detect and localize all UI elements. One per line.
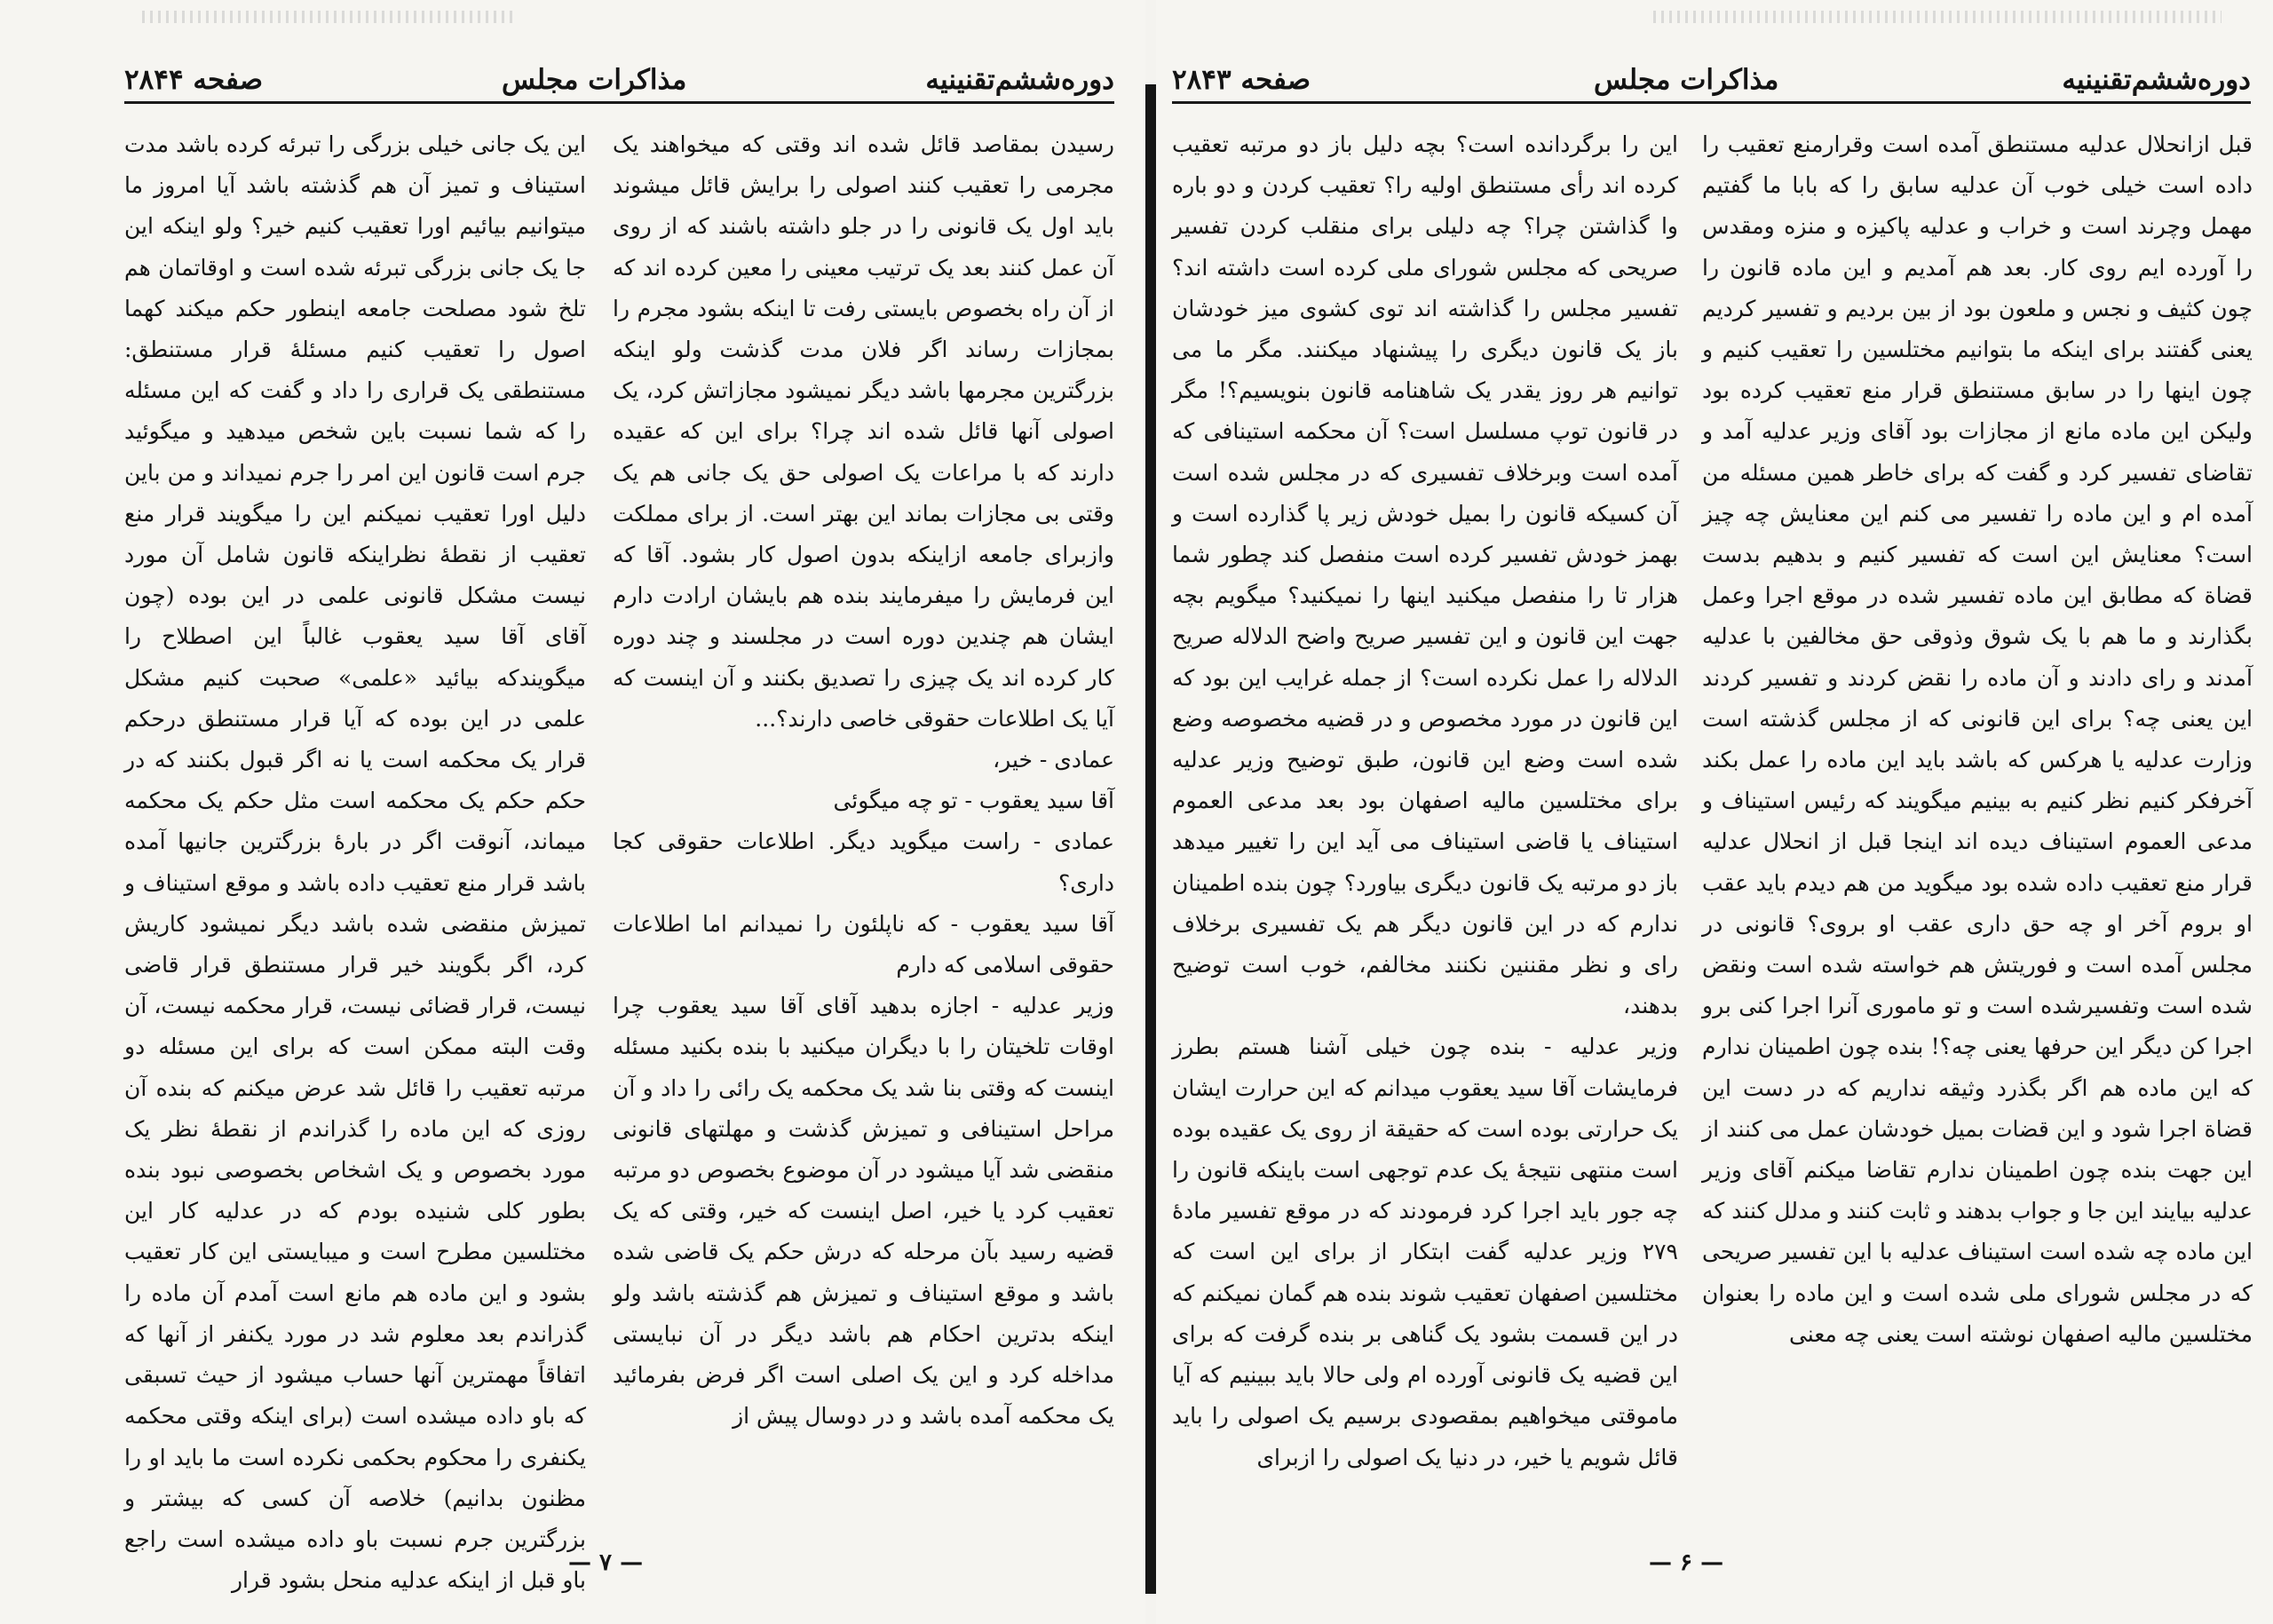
paragraph: این یک جانی خیلی بزرگی را تبرئه کرده باشد مدت استیناف و تمیز آن هم گذشته باشد آیا امروز ما میتوانیم بیائیم اورا تعقیب کنیم خیر؟ ولو اینکه این جا یک جانی بزرگی تبرئه شده است و اوقاتمان هم تلخ شود مصلحت جامعه اینطور حکم میکند کهما اصول را تعقیب کنیم مسئلهٔ قرار مستنطق: مستنطقی یک قراری را داد و گفت که این مسئله را که شما نسبت باین شخص میدهید و میگوئید جرم است قانون این امر را جرم نمیداند و من باین دلیل اورا تعقیب نمیکنم این را میگویند قرار منع تعقیب از نقطهٔ نظراینکه قانون شامل آن مورد نیست مشکل قانونی علمی در این بوده (چون آقای آقا سید یعقوب غالباً این اصطلاح را میگویندکه بیائید «علمی» صحبت کنیم مشکل علمی در این بوده که آیا قرار مستنطق درحکم قرار یک محکمه است یا نه اگر قبول بکنند که در حکم حکم یک محکمه است مثل حکم یک محکمه میماند، آنوقت اگر در بارهٔ بزرگترین جانیها آمده باشد قرار منع تعقیب داده باشد و موقع استیناف و تمیزش منقضی شده باشد دیگر نمیشود کاریش کرد، اگر بگویند خیر قرار مستنطق قرار قاضی نیست، قرار قضائی نیست، قرار محکمه نیست، آن وقت البته ممکن است که برای این مسئله دو مرتبه تعقیب را قائل شد عرض میکنم که بنده آن روزی که این ماده را گذراندم از نقطهٔ نظر یک مورد بخصوص و یک اشخاص بخصوصی نبود بنده بطور کلی شنیده بودم که در عدلیه کار این مختلسین مطرح است و میبایستی این کار تعقیب بشود و این ماده هم مانع است آمدم آن ماده را گذراندم بعد معلوم شد در مورد یکنفر از آنها که اتفاقاً مهمترین آنها حساب میشود از حیث تسبقی که باو داده میشده است (برای اینکه وقتی محکمه یکنفری را محکوم بحکمی نکرده است ما باید او را مظنون بدانیم) خلاصه آن کسی که بیشتر و بزرگترین جرم نسبت باو داده میشده است راجع باو قبل از اینکه عدلیه منحل بشود قرار: [124, 131, 586, 1594]
page-header: [124, 58, 1114, 104]
paragraph: عمادی - راست میگوید دیگر. اطلاعات حقوقی کجا داری؟: [613, 828, 1114, 896]
paragraph: وزیر عدلیه - اجازه بدهید آقای آقا سید یعقوب چرا اوقات تلخیتان را با دیگران میکنید با بنده بکنید مسئله اینست که وقتی بنا شد یک محکمه یک رائی را داد و آن مراحل استینافی و تمیزش گذشت و مهلتهای قانونی منقضی شد آیا میشود در آن موضوع بخصوص دو مرتبه تعقیب کرد یا خیر، اصل اینست که خیر، وقتی که یک قضیه رسید بآن مرحله که درش حکم یک قاضی شده باشد و موقع استیناف و تمیزش هم گذشته باشد ولو اینکه بدترین احکام هم باشد دیگر در آن نبایستی مداخله کرد و این یک اصلی است اگر فرض بفرمائید یک محکمه آمده باشد و در دوسال پیش از: [613, 993, 1114, 1430]
paragraph: این را برگردانده است؟ بچه دلیل باز دو مرتبه تعقیب کرده اند رأی مستنطق اولیه را؟ تعقیب کردن و دو باره وا گذاشتن چرا؟ چه دلیلی برای منقلب کردن تفسیر صریحی که مجلس شورای ملی کرده است داشته اند؟ تفسیر مجلس را گذاشته اند توی کشوی میز خودشان باز یک قانون دیگری را پیشنهاد میکنند. مگر ما می توانیم هر روز یقدر یک شاهنامه قانون بنویسیم؟! مگر در قانون توپ مسلسل است؟ آن محکمه استینافی که آمده است وبرخلاف تفسیری که در مجلس شده است آن کسیکه قانون را بمیل خودش زیر پا گذارده است و بهمز خودش تفسیر کرده است منفصل کند چطور شما هزار تا را منفصل میکنید اینها را نمیکنید؟ میگویم بچه جهت این قانون و این تفسیر صریح واضح الدلاله صریح الدلاله را عمل نکرده است؟ از جمله غرایب این بود که این قانون در مورد مخصوص و در قضیه مخصوصه وضع شده است وضع این قانون، طبق توضیح وزیر عدلیه برای مختلسین مالیه اصفهان بود بعد مدعی العموم استیناف یا قاضی استیناف می آید این را تغییر میدهد باز دو مرتبه یک قانون دیگری بیاورد؟ چون بنده اطمینان ندارم که در این قانون دیگر هم یک تفسیری برخلاف رای و نظر مقننین نکنند مخالفم، خوب است توضیح بدهند،: [1172, 131, 1679, 1019]
session-label: دوره‌ششم‌تقنینیه: [2062, 64, 2251, 96]
paragraph: عمادی - خیر،: [993, 747, 1114, 773]
scan-noise: [142, 11, 515, 23]
paragraph: قبل ازانحلال عدلیه مستنطق آمده است وقرارمنع تعقیب را داده است خیلی خوب آن عدلیه سابق را که بابا ما گفتیم مهمل وچرند است و خراب و عدلیه پاکیزه و منزه ومقدس را آورده ایم روی کار. بعد هم آمدیم و این ماده قانون را چون کثیف و نجس و ملعون بود از بین بردیم و تفسیر کردیم یعنی گفتند برای اینکه ما بتوانیم مختلسین را تعقیب کنیم و چون اینها را در سابق مستنطق قرار منع تعقیب کرده بود ولیکن این ماده مانع از مجازات بود آقای وزیر عدلیه آمد و تقاضای تفسیر کرد و گفت که برای خاطر همین مسئله من آمده ام و این ماده را تفسیر می کنم این معنایش چه چیز است؟ معنایش این است که تفسیر کنیم و بدهیم بدست قضاة که مطابق این ماده تفسیر شده در موقع اجرا وعمل بگذارند و ما هم با یک شوق وذوقی حق مخالفین با عدلیه آمدند و رای دادند و آن ماده را نقض کردند و تفسیر کردند این یعنی چه؟ برای این قانونی که از مجلس گذشته است وزارت عدلیه یا هرکس که باشد باید این ماده را عمل بکند آخرفکر کنیم نظر کنیم به بینیم میگویند که رئیس استیناف و مدعی العموم استیناف دیده اند اینجا قبل از انحلال عدلیه قرار منع تعقیب داده شده بود میگوید من هم دیدم باید عقب او بروم آخر او چه حق داری عقب او بروی؟ قانونی در مجلس آمده است و فوریتش هم خواسته شده است ونقض شده است وتفسیرشده است و تو ماموری آنرا اجرا کنی برو اجرا کن دیگر این حرفها یعنی چه؟! بنده چون اطمینان ندارم که این ماده هم اگر بگذرد وثیقه نداریم که در دست این قضاة اجرا شود و این قضات بمیل خودشان عمل می کنند از این جهت بنده چون اطمینان ندارم تقاضا میکنم آقای وزیر عدلیه بیایند این جا و جواب بدهند و ثابت کنند و مدلل کنند که این ماده چه شده است استیناف عدلیه با این تفسیر صریحی که در مجلس شورای ملی شده است و این ماده را بعنوان مختلسین مالیه اصفهان نوشته است یعنی چه معنی: [1702, 131, 2253, 1347]
scan-noise: [1653, 11, 2222, 23]
header-title: مذاکرات مجلس: [1594, 64, 1779, 96]
text-column-right: [613, 124, 1114, 1527]
paragraph: رسیدن بمقاصد قائل شده اند وقتی که میخواهند یک مجرمی را تعقیب کنند اصولی را برایش قائل میشوند باید اول یک قانونی را در جلو داشته باشند که از روی آن عمل کنند بعد یک ترتیب معینی را معین کرده اند که از آن راه بخصوص بایستی رفت تا اینکه بشود مجرم را بمجازات رساند اگر فلان مدت گذشت ولو اینکه بزرگترین مجرمها باشد دیگر نمیشود مجازاتش کرد، یک اصولی آنها قائل شده اند چرا؟ برای این که عقیده دارند که با مراعات یک اصولی حق یک جانی هم یک وقتی بی مجازات بماند این بهتر است. از برای مملکت وازبرای جامعه ازاینکه بدون اصول کار بشود. آقا که این فرمایش را میفرمایند بنده هم بایشان ارادت دارم ایشان هم چندین دوره است در مجلسند و چند دوره کار کرده اند یک چیزی را تصدیق بکنند و آن اینست که آیا یک اطلاعات حقوقی خاصی دارند؟...: [613, 131, 1114, 732]
text-column-left: [1172, 124, 1678, 1527]
page-number-label: صفحه ۲۸۴۴: [124, 64, 264, 96]
page-folio: — ۷ —: [568, 1549, 644, 1576]
paragraph: وزیر عدلیه - بنده چون خیلی آشنا هستم بطرز فرمایشات آقا سید یعقوب میدانم که این حرارت ایشان یک حرارتی بوده است که حقیقة از روی یک عقیده بوده است منتهی نتیجهٔ یک عدم توجهی است باینکه قانون را چه جور باید اجرا کرد فرمودند که در موقع تفسیر مادهٔ ۲۷۹ وزیر عدلیه گفت ابتکار از برای این است که مختلسین اصفهان تعقیب شوند بنده هم گمان نمیکنم که در این قسمت بشود یک گناهی بر بنده گرفت که برای این قضیه یک قانونی آورده ام ولی حالا باید ببینیم که آیا ماموقتی میخواهیم بمقصودی برسیم یک اصولی را باید قائل شویم یا خیر، در دنیا یک اصولی را ازبرای: [1172, 1034, 1678, 1470]
paragraph: آقا سید یعقوب - که ناپلئون را نمیدانم اما اطلاعات حقوقی اسلامی که دارم: [613, 910, 1114, 978]
session-label: دوره‌ششم‌تقنینیه: [925, 64, 1114, 96]
right-page: [1156, 0, 2273, 1624]
text-column-right: [1702, 124, 2253, 1527]
text-column-left: [124, 124, 586, 1594]
page-header: [1172, 58, 2251, 104]
paragraph: آقا سید یعقوب - تو چه میگوئی: [833, 788, 1114, 814]
page-folio: — ۶ —: [1649, 1549, 1724, 1576]
header-title: مذاکرات مجلس: [502, 64, 687, 96]
page-number-label: صفحه ۲۸۴۳: [1172, 64, 1311, 96]
binding-gutter: [1145, 84, 1156, 1594]
